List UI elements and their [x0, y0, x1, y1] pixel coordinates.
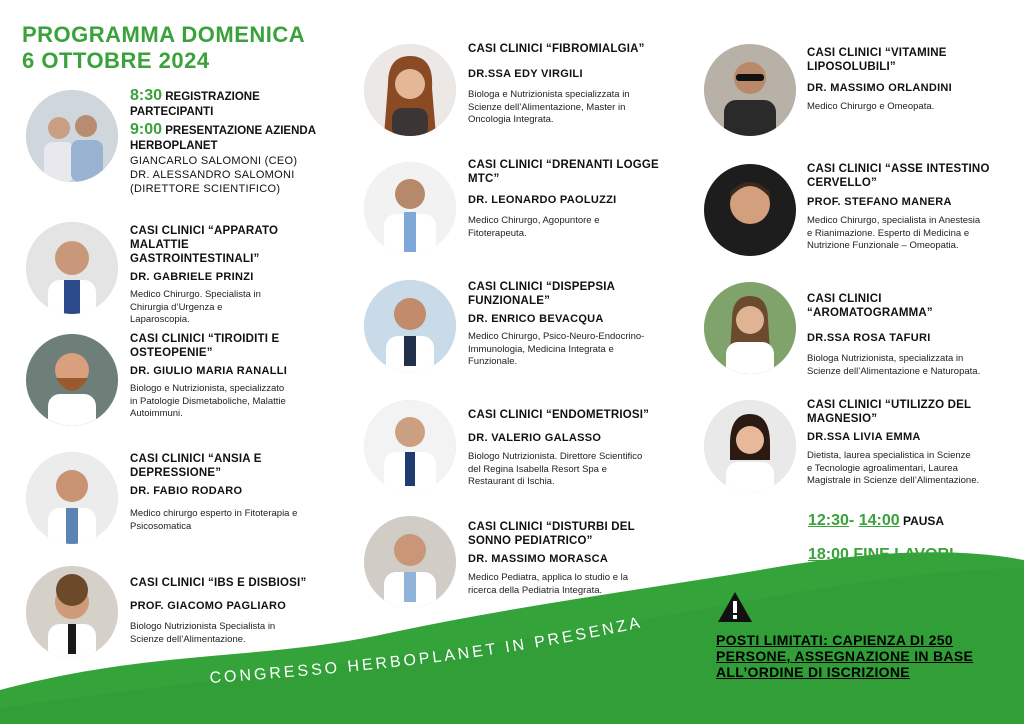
avatar-virgili: [364, 44, 456, 136]
session-title: CASI CLINICI “ANSIA E DEPRESSIONE”: [130, 453, 262, 479]
pause-sep: -: [848, 512, 859, 529]
speaker-name: DR. MASSIMO ORLANDINI: [807, 82, 953, 94]
speaker-desc: Biologa e Nutrizionista specializzata in Scienze dell’Alimentazione, Master in Oncologia Integrata.: [468, 89, 630, 125]
speaker-name: DR.SSA EDY VIRGILI: [468, 68, 583, 80]
session-title: CASI CLINICI “FIBROMIALGIA”: [468, 43, 645, 55]
session-bevacqua: [468, 280, 660, 369]
session-virgili: [468, 42, 660, 127]
session-rodaro: [130, 452, 320, 533]
speaker-desc: Medico Chirurgo, Psico-Neuro-Endocrino- Immunologia, Medicina Integrata e Funzionale.: [468, 331, 645, 367]
speaker-name: PROF. GIACOMO PAGLIARO: [130, 600, 287, 612]
notice-line: POSTI LIMITATI: CAPIENZA DI 250: [716, 632, 953, 648]
session-title: CASI CLINICI “DISPEPSIA FUNZIONALE”: [468, 281, 616, 307]
session-title: CASI CLINICI “ASSE INTESTINO CERVELLO”: [807, 163, 990, 189]
speaker-desc: Medico Chirurgo. Specialista in Chirurgia d’Urgenza e Laparoscopia.: [130, 289, 261, 325]
speaker-name: DR. ENRICO BEVACQUA: [468, 313, 604, 325]
speaker-name: DR.SSA LIVIA EMMA: [807, 431, 921, 443]
avatar-rodaro: [26, 452, 118, 544]
avatar-orlandini: [704, 44, 796, 136]
avatar-bevacqua: [364, 280, 456, 372]
speaker-name: DR. LEONARDO PAOLUZZI: [468, 194, 617, 206]
presenters: [130, 154, 350, 196]
speaker-name: DR. MASSIMO MORASCA: [468, 553, 609, 565]
speaker-desc: Biologo Nutrizionista Specialista in Scienze dell’Alimentazione.: [130, 621, 276, 645]
avatar-manera: [704, 164, 796, 256]
avatar-tafuri: [704, 282, 796, 374]
pause-to: 14:00: [858, 512, 900, 529]
session-title: CASI CLINICI “UTILIZZO DEL MAGNESIO”: [807, 399, 972, 425]
session-manera: [807, 162, 1001, 253]
speaker-name: DR. GABRIELE PRINZI: [130, 271, 254, 283]
speaker-name: PROF. STEFANO MANERA: [807, 196, 952, 208]
speaker-name: DR.SSA ROSA TAFURI: [807, 332, 931, 344]
end-label: 18:00 FINE LAVORI: [808, 546, 954, 563]
schedule-block: [130, 88, 350, 196]
session-title: CASI CLINICI “DRENANTI LOGGE MTC”: [468, 159, 659, 185]
session-title: CASI CLINICI “ENDOMETRIOSI”: [468, 409, 650, 421]
speaker-desc: Medico chirurgo esperto in Fitoterapia e Psicosomatica: [130, 508, 298, 532]
session-title: CASI CLINICI “AROMATOGRAMMA”: [807, 293, 933, 319]
presenter-name: GIANCARLO SALOMONI (CEO): [130, 155, 298, 167]
session-galasso: [468, 408, 660, 489]
presenter-role: (DIRETTORE SCIENTIFICO): [130, 183, 281, 195]
session-tafuri: [807, 292, 1001, 378]
speaker-name: DR. VALERIO GALASSO: [468, 432, 602, 444]
speaker-name: DR. GIULIO MARIA RANALLI: [130, 365, 288, 377]
speaker-desc: Biologo e Nutrizionista, specializzato in Patologie Dismetaboliche, Malattie Autoimmuni.: [130, 383, 286, 419]
avatar-ranalli: [26, 334, 118, 426]
speaker-desc: Medico Pediatra, applica lo studio e la ricerca della Pediatria Integrata.: [468, 572, 629, 596]
speaker-desc: Medico Chirurgo, Agopuntore e Fitoterapeuta.: [468, 215, 600, 239]
speaker-name: DR. FABIO RODARO: [130, 485, 243, 497]
notice-line: ALL’ORDINE DI ISCRIZIONE: [716, 664, 910, 680]
herboplanet-label: HERBOPLANET: [130, 140, 218, 152]
session-emma: [807, 398, 1001, 488]
avatar-morasca: [364, 516, 456, 608]
presenter-name: DR. ALESSANDRO SALOMONI: [130, 169, 295, 181]
session-title: CASI CLINICI “DISTURBI DEL SONNO PEDIATRICO”: [468, 521, 635, 547]
pause-row: [808, 512, 944, 530]
time-900: 9:00: [130, 121, 163, 138]
avatar-paoluzzi: [364, 162, 456, 254]
speaker-desc: Biologa Nutrizionista, specializzata in Scienze dell’Alimentazione e Naturopata.: [807, 353, 981, 377]
session-title: CASI CLINICI “APPARATO MALATTIE GASTROINTESTINALI”: [130, 225, 279, 265]
speaker-desc: Biologo Nutrizionista. Direttore Scientifico del Regina Isabella Resort Spa e Restaurant di Ischia.: [468, 451, 643, 487]
presentazione-label: PRESENTAZIONE AZIENDA: [162, 125, 317, 137]
partecipanti-label: PARTECIPANTI: [130, 106, 214, 118]
warning-icon: [716, 590, 754, 624]
avatar-galasso: [364, 400, 456, 492]
title-line-2: 6 OTTOBRE 2024: [22, 48, 210, 73]
session-ranalli: [130, 332, 318, 421]
avatar-emma: [704, 400, 796, 492]
title-line-1: PROGRAMMA DOMENICA: [22, 22, 306, 47]
speaker-desc: Dietista, laurea specialistica in Scienze e Tecnologie agroalimentari, Laurea Magistrale in Scienze dell’Alimentazione.: [807, 450, 980, 486]
pause-label: PAUSA: [899, 514, 945, 528]
notice-line: PERSONE, ASSEGNAZIONE IN BASE: [716, 648, 974, 664]
session-morasca: [468, 520, 660, 597]
session-title: CASI CLINICI “TIROIDITI E OSTEOPENIE”: [130, 333, 280, 359]
session-prinzi: [130, 224, 320, 327]
limited-seats-notice: [716, 632, 996, 680]
session-pagliaro: [130, 576, 318, 646]
session-orlandini: [807, 46, 999, 114]
speaker-desc: Medico Chirurgo, specialista in Anestesia e Rianimazione. Esperto di Medicina e Nutrizione Funzionale – Omeopatia.: [807, 215, 981, 251]
registrazione-label: REGISTRAZIONE: [162, 91, 260, 103]
session-title: CASI CLINICI “IBS E DISBIOSI”: [130, 577, 307, 589]
pause-from: 12:30: [808, 512, 849, 529]
time-830: 8:30: [130, 87, 163, 104]
avatar-salomoni: [26, 90, 118, 182]
page-title: [22, 22, 305, 74]
session-title: CASI CLINICI “VITAMINE LIPOSOLUBILI”: [807, 47, 947, 73]
session-paoluzzi: [468, 158, 660, 240]
congress-banner-text: CONGRESSO HERBOPLANET IN PRESENZA: [209, 615, 645, 687]
avatar-prinzi: [26, 222, 118, 314]
avatar-pagliaro: [26, 566, 118, 658]
speaker-desc: Medico Chirurgo e Omeopata.: [807, 101, 935, 112]
